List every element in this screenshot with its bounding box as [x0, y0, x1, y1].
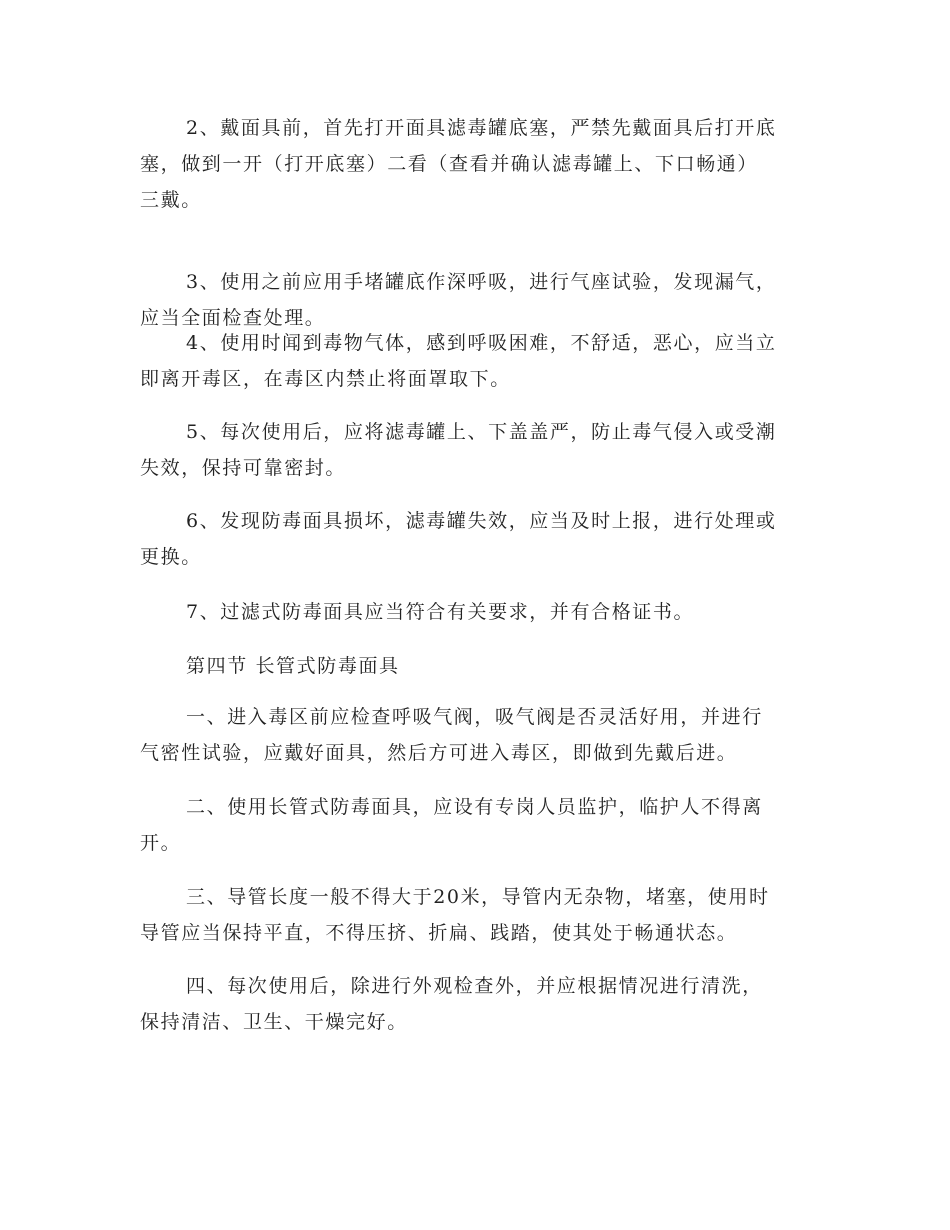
paragraph-line: 6、发现防毒面具损坏，滤毒罐失效，应当及时上报，进行处理或: [186, 510, 777, 532]
paragraph-line: 保持清洁、卫生、干燥完好。: [140, 1011, 408, 1033]
paragraph-item-6: [140, 503, 810, 575]
paragraph-line: 导管应当保持平直，不得压挤、折扁、践踏，使其处于畅通状态。: [140, 922, 738, 944]
paragraph-line: 三戴。: [140, 189, 202, 211]
paragraph-item-three: [140, 879, 810, 951]
paragraph-item-2: [140, 110, 810, 218]
paragraph-item-4: [140, 325, 810, 397]
paragraph-line: 4、使用时闻到毒物气体，感到呼吸困难，不舒适，恶心，应当立: [186, 332, 777, 354]
section-heading-text: 第四节 长管式防毒面具: [186, 655, 400, 677]
paragraph-line: 二、使用长管式防毒面具，应设有专岗人员监护，临护人不得离: [186, 796, 763, 818]
paragraph-line: 塞，做到一开（打开底塞）二看（查看并确认滤毒罐上、下口畅通）: [140, 153, 759, 175]
paragraph-line: 3、使用之前应用手堵罐底作深呼吸，进行气座试验，发现漏气，: [186, 271, 777, 293]
paragraph-item-one: [140, 699, 810, 771]
paragraph-item-two: [140, 789, 810, 861]
paragraph-item-four: [140, 968, 810, 1040]
paragraph-item-7: [140, 594, 810, 630]
paragraph-item-5: [140, 414, 810, 486]
section-heading: [140, 648, 810, 684]
paragraph-line: 5、每次使用后，应将滤毒罐上、下盖盖严，防止毒气侵入或受潮: [186, 421, 777, 443]
paragraph-line: 即离开毒区，在毒区内禁止将面罩取下。: [140, 368, 511, 390]
paragraph-line: 2、戴面具前，首先打开面具滤毒罐底塞，严禁先戴面具后打开底: [186, 117, 777, 139]
paragraph-line: 失效，保持可靠密封。: [140, 457, 347, 479]
paragraph-line: 7、过滤式防毒面具应当符合有关要求，并有合格证书。: [186, 601, 695, 623]
paragraph-line: 气密性试验，应戴好面具，然后方可进入毒区，即做到先戴后进。: [140, 742, 738, 764]
paragraph-line: 开。: [140, 832, 182, 854]
paragraph-line: 一、进入毒区前应检查呼吸气阀，吸气阀是否灵活好用，并进行: [186, 706, 763, 728]
paragraph-line: 四、每次使用后，除进行外观检查外，并应根据情况进行清洗，: [186, 975, 763, 997]
paragraph-line: 三、导管长度一般不得大于20米，导管内无杂物，堵塞，使用时: [186, 886, 770, 908]
paragraph-line: 更换。: [140, 546, 202, 568]
paragraph-line: 应当全面检查处理。: [140, 307, 326, 329]
